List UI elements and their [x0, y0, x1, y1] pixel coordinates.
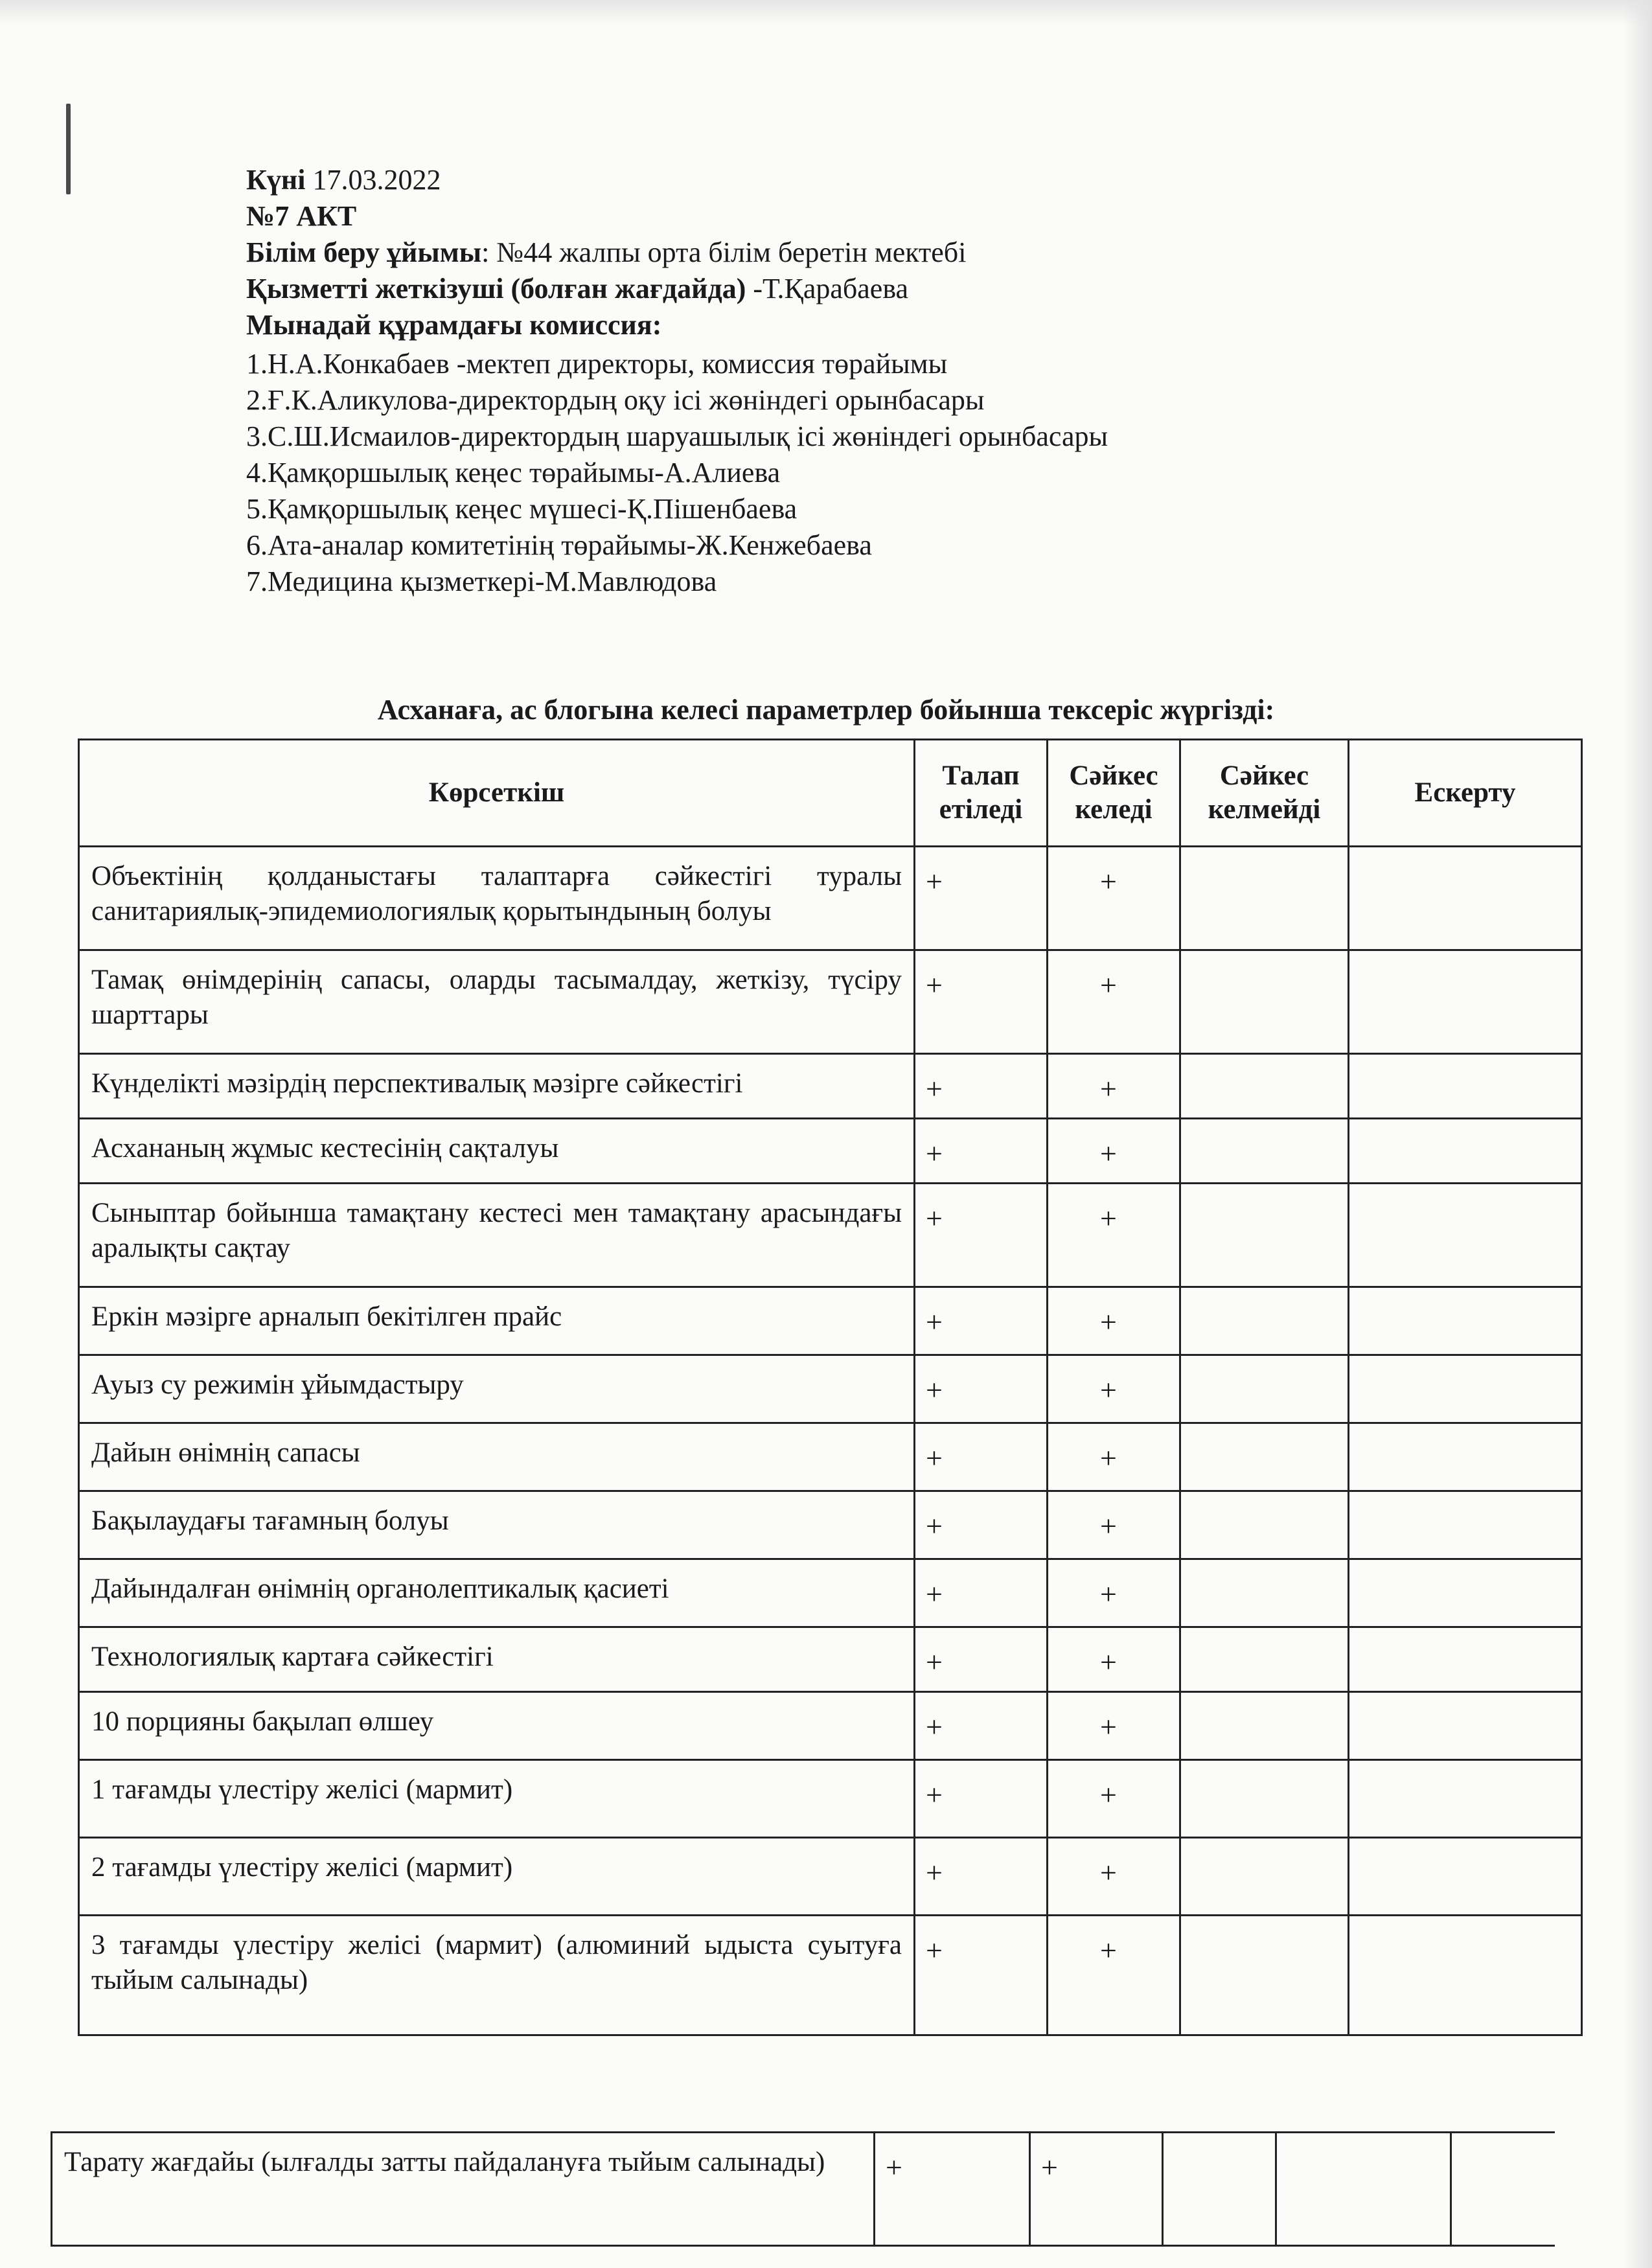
compliant-cell: + — [1048, 1916, 1180, 2035]
compliant-cell: + — [1048, 1355, 1180, 1423]
note-cell — [1349, 1692, 1582, 1760]
indicator-cell: Технологиялық картаға сәйкестігі — [79, 1627, 915, 1692]
table-row — [79, 1184, 1582, 1287]
commission-member: 6.Ата-аналар комитетінің төрайымы-Ж.Кенжебаева — [246, 529, 872, 561]
indicator-cell: Ауыз су режимін ұйымдастыру — [79, 1355, 915, 1423]
table-row — [79, 1491, 1582, 1559]
act-header — [246, 162, 1542, 600]
required-cell: + — [915, 1355, 1048, 1423]
indicator-cell: 10 порцияны бақылап өлшеу — [79, 1692, 915, 1760]
table-caption: Асханаға, ас блогына келесі параметрлер бойынша тексеріс жүргізді: — [377, 694, 1275, 726]
column-header: Көрсеткіш — [79, 740, 915, 847]
indicator-cell: 3 тағамды үлестіру желісі (мармит) (алюминий ыдыста суытуға тыйым салынады) — [79, 1916, 915, 2035]
required-cell: + — [915, 1184, 1048, 1287]
required-cell: + — [915, 1287, 1048, 1355]
indicator-cell: Бақылаудағы тағамның болуы — [79, 1491, 915, 1559]
compliant-cell: + — [1048, 1760, 1180, 1838]
table-row — [79, 847, 1582, 950]
indicator-cell: Тамақ өнімдерінің сапасы, оларды тасымалдау, жеткізу, түсіру шарттары — [79, 950, 915, 1054]
note-cell — [1349, 1838, 1582, 1916]
commission-member: 2.Ғ.К.Аликулова-директордың оқу ісі жөніндегі орынбасары — [246, 384, 985, 416]
supplier-label: Қызметті жеткізуші (болған жағдайда) — [246, 273, 746, 304]
compliant-cell: + — [1048, 1559, 1180, 1627]
commission-member: 1.Н.А.Конкабаев -мектеп директоры, комиссия төрайымы — [246, 348, 948, 380]
indicator-cell: Күнделікті мәзірдің перспективалық мәзірге сәйкестігі — [79, 1054, 915, 1119]
commission-line — [246, 307, 1542, 343]
note-cell — [1349, 1054, 1582, 1119]
note-cell — [1349, 950, 1582, 1054]
inspection-table — [78, 739, 1583, 2036]
indicator-cell: Дайын өнімнің сапасы — [79, 1423, 915, 1491]
scan-edge-right — [1623, 0, 1652, 2268]
table-row — [52, 2133, 1555, 2246]
table-header-row — [79, 740, 1582, 847]
non-compliant-cell — [1180, 1054, 1349, 1119]
note-cell — [1349, 1760, 1582, 1838]
compliant-cell: + — [1048, 950, 1180, 1054]
required-cell: + — [915, 1119, 1048, 1184]
required-cell: + — [915, 1838, 1048, 1916]
non-compliant-cell — [1180, 1491, 1349, 1559]
non-compliant-cell — [1180, 1184, 1349, 1287]
commission-members — [246, 346, 1542, 600]
table-row — [79, 1119, 1582, 1184]
compliant-cell: + — [1048, 1423, 1180, 1491]
non-compliant-cell — [1180, 1838, 1349, 1916]
required-cell: + — [915, 1627, 1048, 1692]
compliant-cell: + — [1048, 1184, 1180, 1287]
table-row — [79, 950, 1582, 1054]
compliant-cell: + — [1030, 2133, 1163, 2246]
non-compliant-cell — [1180, 1119, 1349, 1184]
date-value: 17.03.2022 — [312, 164, 441, 196]
non-compliant-cell — [1180, 1627, 1349, 1692]
indicator-cell: Сыныптар бойынша тамақтану кестесі мен тамақтану арасындағы аралықты сақтау — [79, 1184, 915, 1287]
note-cell — [1349, 1287, 1582, 1355]
column-header: Сәйкес келеді — [1048, 740, 1180, 847]
required-cell: + — [915, 1491, 1048, 1559]
table-row — [79, 1054, 1582, 1119]
commission-member: 4.Қамқоршылық кеңес төрайымы-А.Алиева — [246, 457, 781, 488]
required-cell: + — [915, 1054, 1048, 1119]
organization-value: : №44 жалпы орта білім беретін мектебі — [481, 236, 967, 268]
organization-label: Білім беру ұйымы — [246, 236, 482, 268]
table-row — [79, 1355, 1582, 1423]
commission-member: 7.Медицина қызметкері-М.Мавлюдова — [246, 566, 717, 597]
non-compliant-cell — [1180, 1559, 1349, 1627]
column-header: Талап етіледі — [915, 740, 1048, 847]
indicator-cell: 2 тағамды үлестіру желісі (мармит) — [79, 1838, 915, 1916]
required-cell: + — [915, 1692, 1048, 1760]
required-cell: + — [915, 1559, 1048, 1627]
act-number-line — [246, 198, 1542, 235]
required-cell: + — [915, 1423, 1048, 1491]
note-cell — [1349, 1119, 1582, 1184]
table-row — [79, 1692, 1582, 1760]
required-cell: + — [915, 950, 1048, 1054]
column-header: Сәйкес келмейді — [1180, 740, 1349, 847]
compliant-cell: + — [1048, 1838, 1180, 1916]
note-cell — [1349, 1355, 1582, 1423]
indicator-cell: Объектінің қолданыстағы талаптарға сәйкестігі туралы санитариялық-эпидемиологиялық қорытындының болуы — [79, 847, 915, 950]
non-compliant-cell — [1180, 1916, 1349, 2035]
date-line — [246, 162, 1542, 198]
non-compliant-cell — [1180, 1760, 1349, 1838]
non-compliant-cell — [1180, 1287, 1349, 1355]
date-label: Күні — [246, 164, 306, 196]
note-cell — [1276, 2133, 1451, 2246]
supplier-line — [246, 271, 1542, 307]
non-compliant-cell — [1180, 847, 1349, 950]
note-cell — [1349, 1491, 1582, 1559]
required-cell: + — [915, 1760, 1048, 1838]
supplier-value: -Т.Қарабаева — [746, 273, 909, 304]
required-cell: + — [915, 847, 1048, 950]
non-compliant-cell — [1180, 950, 1349, 1054]
compliant-cell: + — [1048, 1287, 1180, 1355]
organization-line — [246, 235, 1542, 271]
indicator-cell: Асхананың жұмыс кестесінің сақталуы — [79, 1119, 915, 1184]
compliant-cell: + — [1048, 1692, 1180, 1760]
compliant-cell: + — [1048, 847, 1180, 950]
non-compliant-cell — [1180, 1355, 1349, 1423]
table-row — [79, 1916, 1582, 2035]
table-row — [79, 1287, 1582, 1355]
note-cell — [1349, 1916, 1582, 2035]
act-number: №7 АКТ — [246, 200, 357, 232]
table-row — [79, 1760, 1582, 1838]
compliant-cell: + — [1048, 1054, 1180, 1119]
non-compliant-cell — [1180, 1692, 1349, 1760]
compliant-cell: + — [1048, 1491, 1180, 1559]
non-compliant-cell — [1163, 2133, 1276, 2246]
indicator-cell: Еркін мәзірге арналып бекітілген прайс — [79, 1287, 915, 1355]
commission-member: 5.Қамқоршылық кеңес мүшесі-Қ.Пішенбаева — [246, 493, 797, 525]
note-cell — [1349, 847, 1582, 950]
table-row — [79, 1559, 1582, 1627]
required-cell: + — [875, 2133, 1030, 2246]
non-compliant-cell — [1180, 1423, 1349, 1491]
scan-edge-top — [0, 0, 1652, 26]
required-cell: + — [915, 1916, 1048, 2035]
table-row — [79, 1423, 1582, 1491]
note-cell — [1349, 1559, 1582, 1627]
note-cell — [1349, 1423, 1582, 1491]
indicator-cell: Дайындалған өнімнің органолептикалық қасиеті — [79, 1559, 915, 1627]
column-header: Ескерту — [1349, 740, 1582, 847]
commission-label: Мынадай құрамдағы комиссия: — [246, 309, 662, 341]
commission-member: 3.С.Ш.Исмаилов-директордың шаруашылық ісі жөніндегі орынбасары — [246, 420, 1108, 452]
table-row — [79, 1627, 1582, 1692]
table-row — [79, 1838, 1582, 1916]
compliant-cell: + — [1048, 1119, 1180, 1184]
continuation-table — [51, 2131, 1555, 2247]
margin-mark — [66, 104, 71, 194]
compliant-cell: + — [1048, 1627, 1180, 1692]
note-cell — [1349, 1627, 1582, 1692]
note-cell — [1349, 1184, 1582, 1287]
extra-cell — [1451, 2133, 1555, 2246]
indicator-cell: Тарату жағдайы (ылғалды затты пайдалануға тыйым салынады) — [52, 2133, 875, 2246]
indicator-cell: 1 тағамды үлестіру желісі (мармит) — [79, 1760, 915, 1838]
